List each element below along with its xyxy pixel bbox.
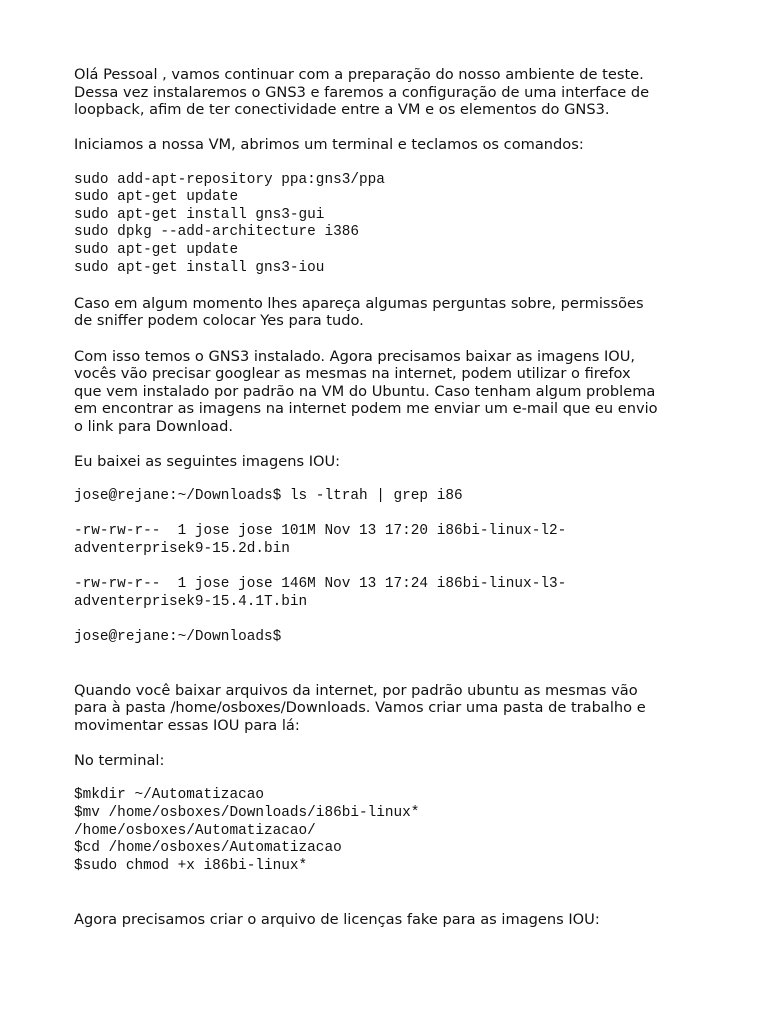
text-line: Com isso temos o GNS3 instalado. Agora precisamos baixar as imagens IOU, (74, 347, 636, 365)
code-line: -rw-rw-r-- 1 jose jose 146M Nov 13 17:24 i86bi-linux-l3- (74, 576, 567, 593)
text-line: vocês vão precisar googlear as mesmas na internet, podem utilizar o firefox (74, 365, 631, 383)
text-line: Iniciamos a nossa VM, abrimos um terminal e teclamos os comandos: (74, 136, 584, 154)
text-line: Olá Pessoal , vamos continuar com a preparação do nosso ambiente de teste. (74, 66, 644, 83)
code-line: sudo apt-get install gns3-gui (74, 206, 325, 223)
listing-command-block (74, 488, 714, 506)
text-line: loopback, afim de ter conectividade entre a VM e os elementos do GNS3. (74, 101, 610, 119)
text-line: Quando você baixar arquivos da internet, por padrão ubuntu as mesmas vão (74, 681, 638, 699)
install-commands-block (74, 172, 714, 278)
terminal-label-paragraph (74, 752, 714, 770)
downloaded-paragraph (74, 453, 714, 471)
move-commands-block (74, 787, 714, 875)
blank-line (74, 664, 714, 682)
listing-file2-block (74, 576, 714, 611)
code-line: adventerprisek9-15.4.1T.bin (74, 593, 308, 610)
code-line: sudo apt-get update (74, 189, 239, 206)
text-line: Caso em algum momento lhes apareça algumas perguntas sobre, permissões (74, 294, 644, 312)
text-line: em encontrar as imagens na internet podem me enviar um e-mail que eu envio (74, 400, 658, 418)
text-line: para à pasta /home/osboxes/Downloads. Vamos criar uma pasta de trabalho e (74, 699, 646, 717)
code-line: $sudo chmod +x i86bi-linux* (74, 857, 308, 874)
code-line: sudo add-apt-repository ppa:gns3/ppa (74, 171, 385, 188)
text-line: Agora precisamos criar o arquivo de licenças fake para as imagens IOU: (74, 910, 600, 928)
text-line: o link para Download. (74, 417, 233, 435)
text-line: movimentar essas IOU para lá: (74, 716, 300, 734)
intro-paragraph (74, 66, 714, 119)
text-line: No terminal: (74, 752, 165, 770)
license-paragraph (74, 911, 714, 929)
start-vm-paragraph (74, 136, 714, 154)
code-line: adventerprisek9-15.2d.bin (74, 541, 290, 558)
text-line: de sniffer podem colocar Yes para tudo. (74, 312, 364, 330)
text-line: que vem instalado por padrão na VM do Ubuntu. Caso tenham algum problema (74, 382, 656, 400)
blank-line (74, 893, 714, 911)
questions-paragraph (74, 295, 714, 330)
code-line: $cd /home/osboxes/Automatizacao (74, 840, 342, 857)
code-line: /home/osboxes/Automatizacao/ (74, 822, 316, 839)
text-line: Eu baixei as seguintes imagens IOU: (74, 453, 341, 471)
code-line: $mkdir ~/Automatizacao (74, 787, 264, 804)
listing-prompt-end-block (74, 629, 714, 647)
document-page (74, 66, 714, 946)
code-line: jose@rejane:~/Downloads$ (74, 629, 282, 645)
code-line: sudo apt-get update (74, 241, 239, 258)
code-line: sudo dpkg --add-architecture i386 (74, 224, 359, 241)
code-line: -rw-rw-r-- 1 jose jose 101M Nov 13 17:20 i86bi-linux-l2- (74, 523, 567, 540)
move-paragraph (74, 682, 714, 735)
iou-paragraph (74, 348, 714, 436)
code-line: $mv /home/osboxes/Downloads/i86bi-linux* (74, 804, 420, 821)
listing-file1-block (74, 523, 714, 558)
code-line: jose@rejane:~/Downloads$ ls -ltrah | grep i86 (74, 488, 463, 505)
text-line: Dessa vez instalaremos o GNS3 e faremos a configuração de uma interface de (74, 83, 650, 101)
code-line: sudo apt-get install gns3-iou (74, 259, 325, 276)
